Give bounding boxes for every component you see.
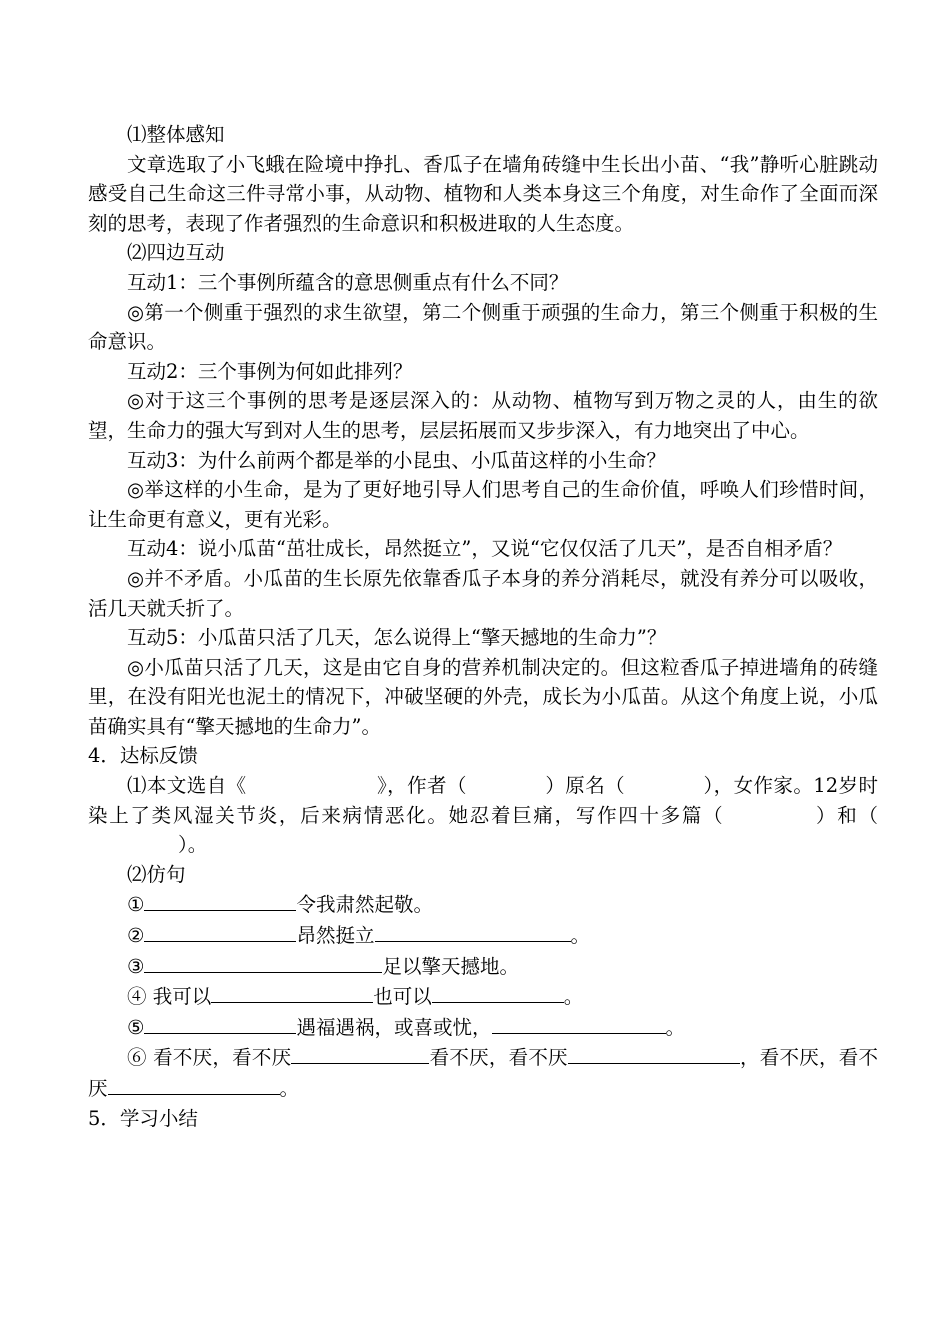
interact-answer: ◎举这样的小生命，是为了更好地引导人们思考自己的生命价值，呼唤人们珍惜时间，让生命更有意义，更有光彩。 [88,478,878,531]
section5-heading: 5．学习小结 [88,1106,198,1130]
sentence-text: 也可以 [373,985,432,1009]
fill-blank[interactable] [144,889,296,911]
fill-blank[interactable] [291,1042,429,1064]
interact-question: 互动5：小瓜苗只活了几天，怎么说得上“擎天撼地的生命力”？ [127,626,667,650]
q1-text-3: ）原名（ [544,774,626,798]
section4-heading: 4．达标反馈 [88,744,198,768]
interact-heading: ⑵四边互动 [127,241,225,265]
q1-text-4: ），女作家。12岁时染上了类风湿关节炎，后来病情恶化。她忍着巨痛，写作四十多篇（ [88,774,878,827]
q1-text-1: ⑴本文选自《 [127,774,247,798]
fill-blank[interactable] [375,920,571,942]
sentence-text: 遇福遇祸，或喜或忧， [296,1015,492,1039]
fill-blank[interactable] [211,981,373,1003]
q1-text-2: 》，作者（ [376,774,467,798]
sentence-text: 令我肃然起敬。 [296,893,433,917]
q1-text-6: ）。 [178,833,208,857]
fill-blank[interactable] [144,920,296,942]
interact-answer: ◎小瓜苗只活了几天，这是由它自身的营养机制决定的。但这粒香瓜子掉进墙角的砖缝里，在没有阳光也泥土的情况下，冲破坚硬的外壳，成长为小瓜苗。从这个角度上说，小瓜苗确实具有“擎天撼地的生命力”。 [88,655,878,738]
fill-blank[interactable] [568,1042,740,1064]
item-number: ⑤ [127,1015,145,1039]
interact-answer: ◎第一个侧重于强烈的求生欲望，第二个侧重于顽强的生命力，第三个侧重于积极的生命意识。 [88,300,878,354]
sentence-text: 昂然挺立 [296,924,375,948]
sentence-text: 。 [279,1077,300,1100]
sentence-text: 看不厌，看不厌 [429,1046,568,1070]
imitation-sentence-5 [88,1012,878,1043]
imitation-sentence-1 [88,889,878,920]
fill-blank[interactable] [108,1073,280,1095]
feedback-question-1 [88,771,878,860]
imitation-sentence-6 [88,1042,878,1103]
item-number: ② [127,924,145,948]
document-page [88,120,878,1133]
sentence-text: 。 [665,1015,686,1039]
sentence-text: 足以擎天撼地。 [382,954,519,978]
item-number: ④ 我可以 [127,985,212,1009]
overall-text: 文章选取了小飞蛾在险境中挣扎、香瓜子在墙角砖缝中生长出小苗、“我”静听心脏跳动感受自己生命这三件寻常小事，从动物、植物和人类本身这三个角度，对生命作了全面而深刻的思考，表现了作者强烈的生命意识和积极进取的人生态度。 [88,152,878,235]
sentence-text: ，看不厌，看不厌 [88,1046,878,1100]
interact-question: 互动4：说小瓜苗“茁壮成长，昂然挺立”，又说“它仅仅活了几天”，是否自相矛盾？ [127,537,843,561]
imitation-sentence-3 [88,951,878,982]
fill-blank[interactable] [144,1012,296,1034]
fill-blank[interactable] [492,1012,666,1034]
interact-answer: ◎对于这三个事例的思考是逐层深入的：从动物、植物写到万物之灵的人，由生的欲望，生命力的强大写到对人生的思考，层层拓展而又步步深入，有力地突出了中心。 [88,389,878,442]
imitation-sentence-2 [88,920,878,951]
item-number: ⑥ 看不厌，看不厌 [127,1046,292,1070]
interact-question: 互动2：三个事例为何如此排列？ [127,359,413,383]
item-number: ① [127,893,145,917]
sentence-text: 。 [570,924,591,948]
imitation-heading: ⑵仿句 [127,862,186,886]
interact-question: 互动1：三个事例所蕴含的意思侧重点有什么不同？ [127,270,569,294]
item-number: ③ [127,954,145,978]
imitation-sentence-4 [88,981,878,1012]
q1-text-5: ）和（ [814,803,878,827]
fill-blank[interactable] [144,951,382,973]
interact-answer: ◎并不矛盾。小瓜苗的生长原先依靠香瓜子本身的养分消耗尽，就没有养分可以吸收，活几天就夭折了。 [88,566,878,620]
fill-blank[interactable] [432,981,564,1003]
overall-heading: ⑴整体感知 [127,123,225,146]
interact-question: 互动3：为什么前两个都是举的小昆虫、小瓜苗这样的小生命？ [127,448,666,472]
sentence-text: 。 [563,985,584,1009]
